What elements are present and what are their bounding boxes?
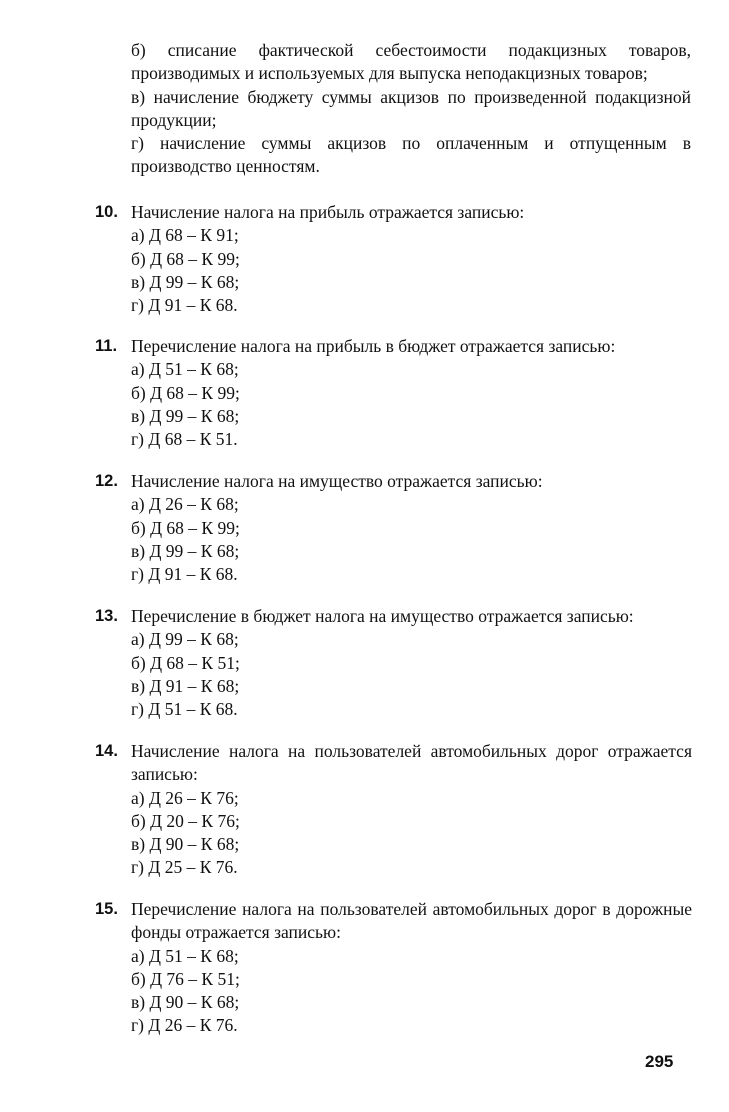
answer-option-a: а) Д 51 – К 68; — [131, 359, 239, 380]
answer-option-v: в) Д 99 – К 68; — [131, 405, 240, 426]
question-text: Начисление налога на пользователей автомобильных дорог отражается записью: — [131, 741, 692, 785]
answer-option-g: г) Д 26 – К 76. — [131, 1015, 238, 1036]
question-number: 11. — [95, 337, 118, 355]
answer-option-g: г) Д 25 – К 76. — [131, 857, 238, 878]
question-text: Перечисление налога на прибыль в бюджет отражается записью: — [131, 336, 616, 356]
answer-option-g: г) Д 68 – К 51. — [131, 429, 238, 450]
question-text: Начисление налога на прибыль отражается записью: — [131, 202, 525, 222]
answer-option-v: в) Д 90 – К 68; — [131, 834, 240, 855]
question-text: Перечисление налога на пользователей автомобильных дорог в дорожные фонды отражается записью: — [131, 899, 692, 943]
question-number: 13. — [95, 607, 118, 625]
question-number: 12. — [95, 472, 118, 490]
answer-option-b: б) Д 76 – К 51; — [131, 968, 240, 989]
answer-option-a: а) Д 68 – К 91; — [131, 225, 239, 246]
continued-options — [131, 39, 691, 179]
answer-option-a: а) Д 26 – К 68; — [131, 494, 239, 515]
question-15 — [95, 898, 692, 1038]
answer-option-v: в) Д 91 – К 68; — [131, 675, 240, 696]
question-text: Начисление налога на имущество отражается записью: — [131, 471, 543, 491]
answer-options — [131, 224, 692, 317]
question-number: 15. — [95, 900, 118, 918]
answer-option-g: г) Д 51 – К 68. — [131, 699, 238, 720]
continued-option-b: б) списание фактической себестоимости подакцизных товаров, производимых и используемых для выпуска неподакцизных товаров; — [131, 40, 691, 84]
answer-option-v: в) Д 90 – К 68; — [131, 992, 240, 1013]
answer-option-b: б) Д 20 – К 76; — [131, 810, 240, 831]
continued-option-g: г) начисление суммы акцизов по оплаченным и отпущенным в производство ценностям. — [131, 133, 691, 177]
question-number: 10. — [95, 203, 118, 221]
answer-option-a: а) Д 26 – К 76; — [131, 787, 239, 808]
question-number: 14. — [95, 742, 118, 760]
answer-option-g: г) Д 91 – К 68. — [131, 564, 238, 585]
answer-option-b: б) Д 68 – К 51; — [131, 652, 240, 673]
answer-options — [131, 628, 692, 721]
answer-options — [131, 358, 692, 451]
answer-option-v: в) Д 99 – К 68; — [131, 540, 240, 561]
answer-option-g: г) Д 91 – К 68. — [131, 295, 238, 316]
page-number: 295 — [645, 1052, 674, 1071]
answer-option-v: в) Д 99 – К 68; — [131, 271, 240, 292]
answer-option-a: а) Д 99 – К 68; — [131, 629, 239, 650]
answer-options — [131, 945, 692, 1038]
answer-option-b: б) Д 68 – К 99; — [131, 382, 240, 403]
question-12 — [95, 470, 692, 586]
answer-option-a: а) Д 51 – К 68; — [131, 945, 239, 966]
continued-option-v: в) начисление бюджету суммы акцизов по произведенной подакцизной продукции; — [131, 86, 691, 130]
answer-options — [131, 493, 692, 586]
question-14 — [95, 740, 692, 880]
question-13 — [95, 605, 692, 721]
answer-options — [131, 787, 692, 880]
question-10 — [95, 201, 692, 317]
answer-option-b: б) Д 68 – К 99; — [131, 517, 240, 538]
answer-option-b: б) Д 68 – К 99; — [131, 248, 240, 269]
question-text: Перечисление в бюджет налога на имущество отражается записью: — [131, 606, 634, 626]
question-11 — [95, 335, 692, 451]
